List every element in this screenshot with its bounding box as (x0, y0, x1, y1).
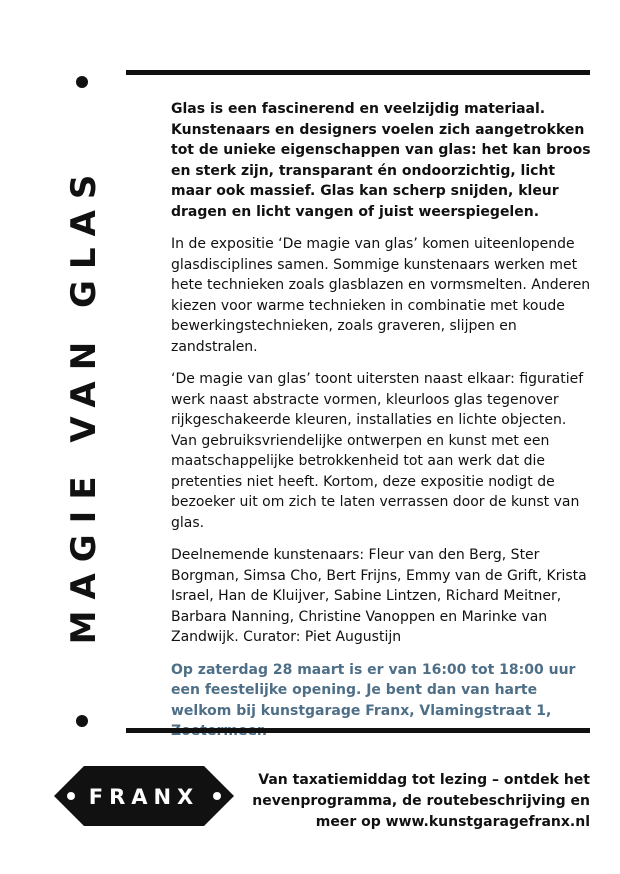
intro-paragraph: Glas is een fascinerend en veelzijdig materiaal. Kunstenaars en designers voelen zich aangetrokken tot de unieke eigenschappen van glas: het kan broos en sterk zijn, transparant én ondoorzichtig, licht maar ook massief. Glas kan scherp snijden, kleur dragen en licht vangen of juist weerspiegelen. (171, 101, 591, 220)
uitersten-paragraph: ‘De magie van glas’ toont uitersten naast elkaar: figuratief werk naast abstracte vormen, kleurloos glas tegenover rijkgeschakeerde kleuren, installaties en lichte objecten. Van gebruiksvriendelijke ontwerpen en kunst met een maatschappelijke betrokkenheid tot aan werk dat die pretenties niet heeft. Kortom, deze expositie nodigt de bezoeker uit om zich te laten verrassen door de kunst van glas. (171, 371, 584, 531)
footer-line: meer op www.kunstgaragefranx.nl (315, 814, 590, 830)
article-body (171, 99, 595, 754)
footer-line: nevenprogramma, de routebeschrijving en (252, 793, 590, 809)
opening-invitation: Op zaterdag 28 maart is er van 16:00 tot 18:00 uur een feestelijke opening. Je bent dan van harte welkom bij kunstgarage Franx, Vlamingstraat 1, (171, 661, 576, 719)
page-title: MAGIE VAN GLAS (64, 163, 104, 645)
expositie-paragraph: In de expositie ‘De magie van glas’ komen uiteenlopende glasdisciplines samen. Sommige kunstenaars werken met hete technieken zoals glasblazen en vormsmelten. Anderen kiezen voor warme technieken in combinatie met koude bewerkingstechnieken, zoals graveren, slijpen en zandstralen. (171, 236, 591, 355)
logo-text: FRANX (88, 785, 200, 809)
bottom-rule (126, 728, 590, 733)
franx-logo (54, 766, 234, 826)
franx-logo-shape (54, 766, 234, 826)
bottom-dot (76, 715, 88, 727)
top-dot (76, 76, 88, 88)
footer-note (230, 770, 590, 833)
kunstenaars-paragraph: Deelnemende kunstenaars: Fleur van den Berg, Ster Borgman, Simsa Cho, Bert Frijns, Emmy van de Grift, Krista Israel, Han de Kluijver, Sabine Lintzen, Richard Meitner, Barbara Nanning, Christine Vanoppen en Marinke van Zandwijk. Curator: Piet Augustijn (171, 547, 587, 645)
footer-line: Van taxatiemiddag tot lezing – ontdek het (258, 772, 590, 788)
top-rule (126, 70, 590, 75)
